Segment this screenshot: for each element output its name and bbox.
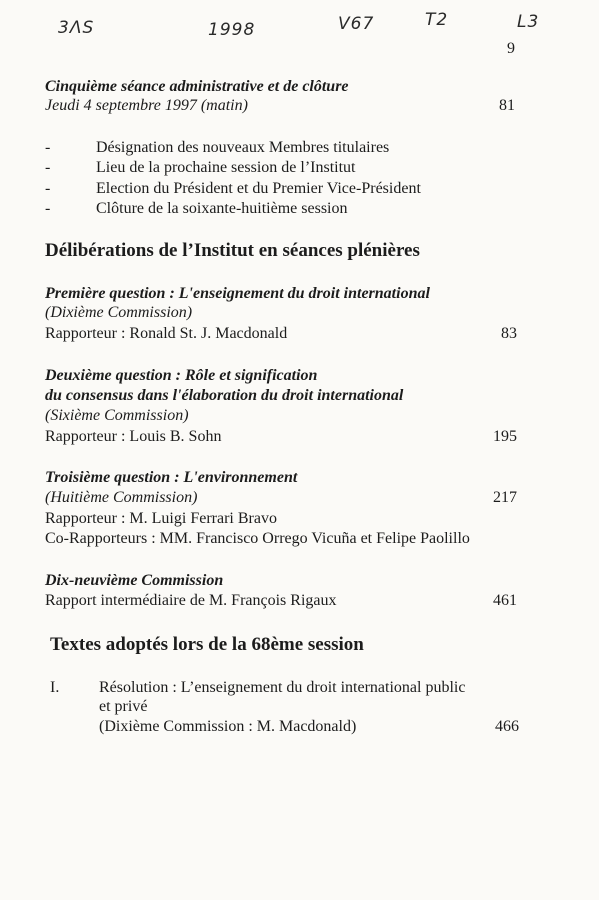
session5-title: Cinquième séance administrative et de clôture xyxy=(45,78,349,95)
question3-page: 217 xyxy=(493,489,517,506)
textes-item-line3: (Dixième Commission : M. Macdonald) xyxy=(99,718,357,735)
session5-date: Jeudi 4 septembre 1997 (matin) xyxy=(45,97,248,114)
commission19-title: Dix-neuvième Commission xyxy=(45,572,224,589)
handwritten-code-3: T2 xyxy=(425,10,449,30)
handwritten-code-2: V67 xyxy=(338,14,375,34)
commission19-report: Rapport intermédiaire de M. François Rigaux xyxy=(45,592,337,609)
session5-item: Désignation des nouveaux Membres titulaires xyxy=(96,139,390,156)
session5-item: Election du Président et du Premier Vice-Président xyxy=(96,180,421,197)
deliberations-heading: Délibérations de l’Institut en séances plénières xyxy=(45,240,420,261)
question3-rapporteur: Rapporteur : M. Luigi Ferrari Bravo xyxy=(45,510,277,527)
session5-item: Clôture de la soixante-huitième session xyxy=(96,200,348,217)
textes-item-line2: et privé xyxy=(99,698,148,715)
question1-title: Première question : L'enseignement du droit international xyxy=(45,285,430,302)
commission19-page: 461 xyxy=(493,592,517,609)
bullet-dash: - xyxy=(45,180,51,197)
session5-item: Lieu de la prochaine session de l’Institut xyxy=(96,159,356,176)
bullet-dash: - xyxy=(45,159,51,176)
question1-page: 83 xyxy=(501,325,517,342)
textes-heading: Textes adoptés lors de la 68ème session xyxy=(50,634,364,655)
textes-item-numeral: I. xyxy=(50,679,60,696)
question3-title: Troisième question : L'environnement xyxy=(45,469,298,486)
session5-page: 81 xyxy=(499,97,515,114)
question1-rapporteur: Rapporteur : Ronald St. J. Macdonald xyxy=(45,325,288,342)
question2-title-line2: du consensus dans l'élaboration du droit international xyxy=(45,387,404,404)
question2-commission: (Sixième Commission) xyxy=(45,407,189,424)
textes-item-line1: Résolution : L’enseignement du droit international public xyxy=(99,679,466,696)
handwritten-year: 1998 xyxy=(208,20,256,40)
handwritten-code-1: 3ɅS xyxy=(58,18,95,38)
handwritten-code-4: L3 xyxy=(517,12,540,32)
page-number: 9 xyxy=(507,40,515,57)
question2-title-line1: Deuxième question : Rôle et signification xyxy=(45,367,318,384)
question1-commission: (Dixième Commission) xyxy=(45,304,193,321)
question3-commission: (Huitième Commission) xyxy=(45,489,198,506)
question2-page: 195 xyxy=(493,428,517,445)
textes-item-page: 466 xyxy=(495,718,519,735)
question3-corapporteurs: Co-Rapporteurs : MM. Francisco Orrego Vicuña et Felipe Paolillo xyxy=(45,530,470,547)
bullet-dash: - xyxy=(45,200,51,217)
question2-rapporteur: Rapporteur : Louis B. Sohn xyxy=(45,428,222,445)
bullet-dash: - xyxy=(45,139,51,156)
